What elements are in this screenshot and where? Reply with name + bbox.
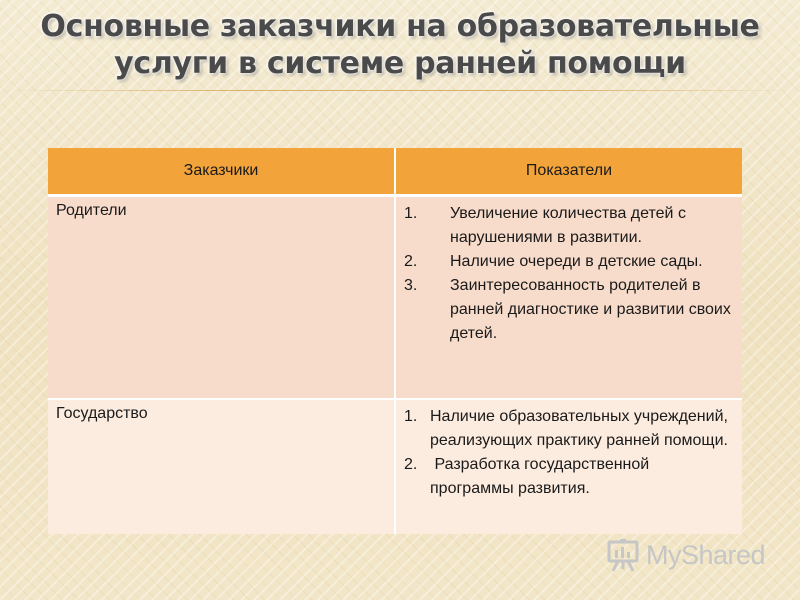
indicators-cell: [395, 196, 742, 400]
table-header-row: [48, 148, 742, 196]
title-line-2: услуги в системе ранней помощи: [114, 46, 686, 81]
item-number: 3.: [404, 277, 418, 294]
myshared-logo[interactable]: [606, 537, 765, 573]
indicators-list: [404, 405, 734, 501]
customer-cell: Родители: [48, 196, 395, 400]
customers-table: [48, 148, 742, 534]
list-item: [404, 405, 734, 453]
title-line-1: Основные заказчики на образовательные: [40, 9, 760, 44]
item-text: Разработка государственной программы развития.: [430, 456, 654, 497]
table-row: [48, 196, 742, 400]
header-indicators: Показатели: [395, 148, 742, 196]
presentation-board-icon: [606, 538, 640, 572]
list-item: [404, 202, 734, 250]
item-number: 1.: [404, 408, 418, 425]
list-item: [404, 274, 734, 346]
customer-cell: Государство: [48, 399, 395, 534]
list-item: [404, 250, 734, 274]
indicators-list: [404, 202, 734, 346]
item-text: Наличие очереди в детские сады.: [450, 253, 703, 270]
item-text: Наличие образовательных учреждений, реализующих практику ранней помощи.: [430, 408, 728, 449]
table-row: [48, 399, 742, 534]
header-customers: Заказчики: [48, 148, 395, 196]
item-number: 2.: [404, 456, 418, 473]
item-text: Увеличение количества детей с нарушениями в развитии.: [450, 205, 686, 246]
item-number: 2.: [404, 253, 418, 270]
list-item: [404, 453, 734, 501]
indicators-cell: [395, 399, 742, 534]
title-divider: [0, 90, 800, 91]
item-number: 1.: [404, 205, 418, 222]
logo-text: MyShared: [646, 539, 766, 570]
item-text: Заинтересованность родителей в ранней диагностике и развитии своих детей.: [450, 277, 731, 342]
slide-title: [0, 8, 800, 82]
